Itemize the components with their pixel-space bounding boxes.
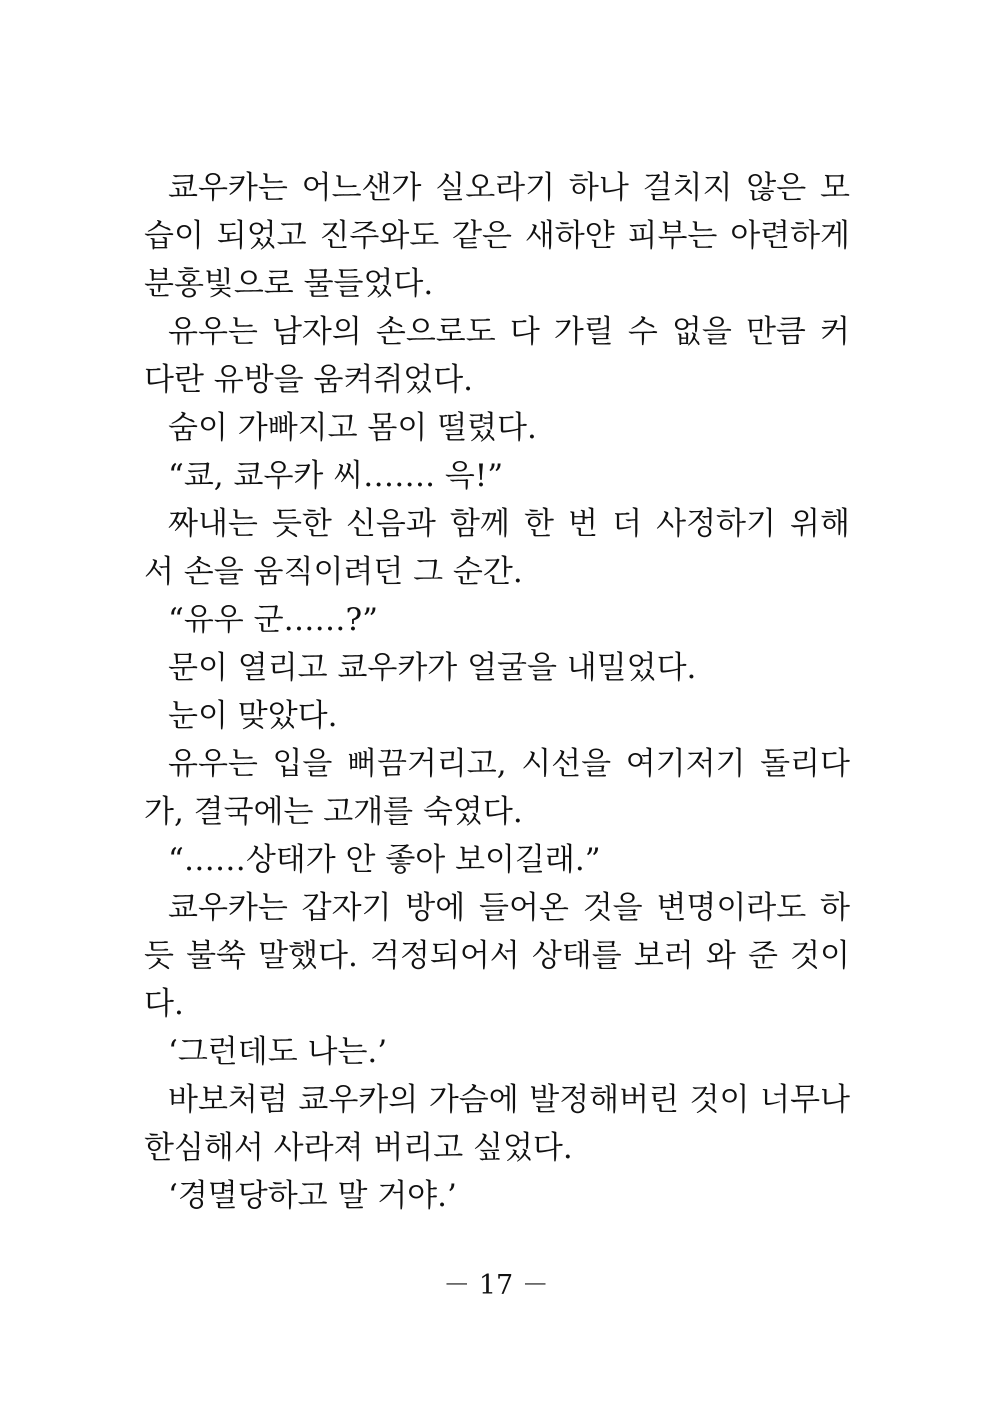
- text-word: 바보처럼: [168, 1082, 288, 1118]
- text-word: 걸치지: [642, 170, 733, 206]
- text-line: [144, 164, 850, 212]
- text-word: 다: [509, 314, 540, 350]
- text-word: 위해: [790, 506, 850, 542]
- text-word: 함께: [449, 506, 510, 542]
- text-line: 가, 결국에는 고개를 숙였다.: [144, 794, 523, 830]
- text-word: 말했다.: [258, 938, 358, 974]
- text-line: [144, 1076, 850, 1124]
- text-word: 습이: [144, 218, 204, 254]
- text-word: 하나: [568, 170, 629, 206]
- text-word: 쿄우카는: [168, 890, 288, 926]
- text-word: 너무나: [760, 1082, 850, 1118]
- text-word: 보러: [633, 938, 694, 974]
- text-word: 만큼: [745, 314, 806, 350]
- text-word: 되었고: [216, 218, 307, 254]
- text-word: 상태를: [531, 938, 622, 974]
- text-word: 듯한: [271, 506, 332, 542]
- text-line: [144, 212, 850, 260]
- text-word: 진주와도: [319, 218, 440, 254]
- text-word: 쿄우카는: [168, 170, 288, 206]
- text-word: 것이: [689, 1082, 750, 1118]
- text-word: 하: [820, 890, 850, 926]
- text-line: 다란 유방을 움켜쥐었다.: [144, 362, 474, 398]
- text-line: ‘그런데도 나는.’: [168, 1034, 388, 1070]
- text-word: 방에: [405, 890, 466, 926]
- text-word: 유우는: [168, 746, 258, 782]
- text-word: 뻐끔거리고,: [347, 746, 507, 782]
- text-line: ‘경멸당하고 말 거야.’: [168, 1178, 457, 1214]
- text-word: 발정해버린: [529, 1082, 679, 1118]
- text-word: 수: [627, 314, 658, 350]
- text-word: 새하얀: [524, 218, 615, 254]
- text-word: 사정하기: [656, 506, 776, 542]
- text-line: [144, 884, 850, 932]
- text-line: “유우 군……?”: [168, 602, 379, 638]
- text-word: 것이: [790, 938, 850, 974]
- text-word: 갑자기: [301, 890, 392, 926]
- text-word: 어느샌가: [301, 170, 422, 206]
- text-word: 쿄우카의: [298, 1082, 419, 1118]
- text-word: 한: [523, 506, 554, 542]
- text-word: 않은: [746, 170, 807, 206]
- text-word: 입을: [272, 746, 333, 782]
- text-line: 숨이 가빠지고 몸이 떨렸다.: [168, 410, 537, 446]
- text-word: 여기저기: [625, 746, 746, 782]
- text-line: [144, 500, 850, 548]
- text-word: 준: [747, 938, 778, 974]
- text-line: 눈이 맞았다.: [168, 698, 338, 734]
- text-word: 가슴에: [428, 1082, 519, 1118]
- text-word: 아련하게: [730, 218, 850, 254]
- text-word: 것을: [582, 890, 643, 926]
- text-word: 손으로도: [375, 314, 496, 350]
- text-word: 실오라기: [435, 170, 556, 206]
- text-word: 없을: [671, 314, 732, 350]
- text-word: 변명이라도: [656, 890, 807, 926]
- text-word: 가릴: [553, 314, 614, 350]
- text-word: 유우는: [168, 314, 258, 350]
- text-line: [144, 308, 850, 356]
- text-word: 남자의: [271, 314, 362, 350]
- text-line: [144, 740, 850, 788]
- text-line: [144, 932, 850, 980]
- text-word: 들어온: [479, 890, 569, 926]
- text-word: 신음과: [345, 506, 436, 542]
- text-line: 분홍빛으로 물들었다.: [144, 266, 434, 302]
- page-number: － 17 －: [443, 1270, 549, 1301]
- text-word: 듯: [144, 938, 174, 974]
- text-word: 짜내는: [168, 506, 258, 542]
- text-word: 시선을: [521, 746, 612, 782]
- text-word: 같은: [452, 218, 512, 254]
- text-line: 다.: [144, 986, 184, 1022]
- text-word: 커: [819, 314, 850, 350]
- text-line: “쿄, 쿄우카 씨……. 윽!”: [168, 458, 504, 494]
- text-word: 더: [612, 506, 643, 542]
- text-line: “……상태가 안 좋아 보이길래.”: [168, 842, 601, 878]
- text-word: 걱정되어서: [369, 938, 520, 974]
- text-line: 한심해서 사라져 버리고 싶었다.: [144, 1130, 573, 1166]
- text-word: 돌리다: [760, 746, 850, 782]
- text-word: 번: [568, 506, 598, 542]
- body-text: [144, 164, 850, 1220]
- text-word: 불쑥: [186, 938, 246, 974]
- text-word: 모: [820, 170, 850, 206]
- text-line: 서 손을 움직이려던 그 순간.: [144, 554, 523, 590]
- text-line: 문이 열리고 쿄우카가 얼굴을 내밀었다.: [168, 650, 697, 686]
- text-word: 와: [705, 938, 736, 974]
- text-word: 피부는: [627, 218, 718, 254]
